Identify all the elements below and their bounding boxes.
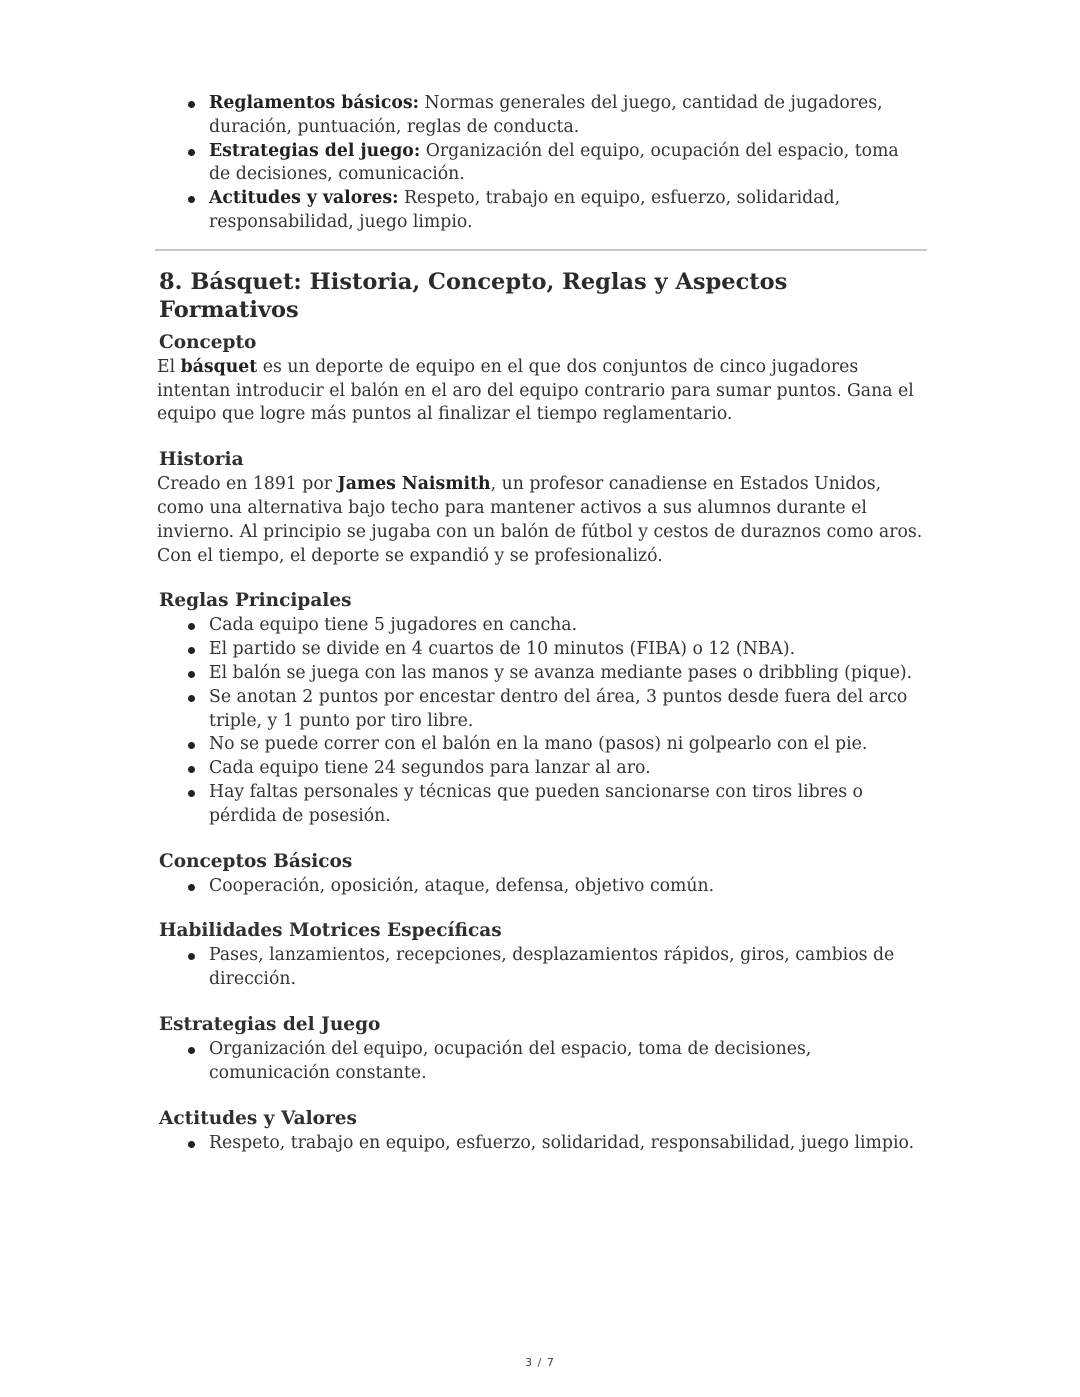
subsection-heading: Actitudes y Valores — [159, 1107, 357, 1129]
estrategias-list — [157, 1038, 925, 1086]
horizontal-divider — [155, 249, 927, 251]
list-item: No se puede correr con el balón en la mano (pasos) ni golpearlo con el pie. — [209, 733, 925, 757]
habilidades-list — [157, 944, 925, 992]
concepto-section — [157, 330, 925, 427]
list-item: Pases, lanzamientos, recepciones, desplazamientos rápidos, giros, cambios de dirección. — [209, 944, 925, 992]
conceptos-list — [157, 875, 925, 899]
list-item: Respeto, trabajo en equipo, esfuerzo, solidaridad, responsabilidad, juego limpio. — [209, 1132, 925, 1156]
historia-paragraph: Creado en 1891 por James Naismith, un profesor canadiense en Estados Unidos, como una alternativa bajo techo para mantener activos a sus alumnos durante el invierno. Al principio se jugaba con un balón de fútbol y cestos de duraznos como aros. Con el tiempo, el deporte se expandió y se profesionalizó. — [157, 474, 923, 566]
habilidades-section — [157, 918, 925, 992]
concepto-paragraph: El básquet es un deporte de equipo en el que dos conjuntos de cinco jugadores intentan introducir el balón en el aro del equipo contrario para sumar puntos. Gana el equipo que logre más puntos al finalizar el tiempo reglamentario. — [157, 356, 914, 425]
estrategias-section — [157, 1012, 925, 1086]
historia-section — [157, 447, 925, 568]
intro-list — [157, 92, 925, 235]
reglas-list — [157, 614, 925, 828]
subsection-heading: Habilidades Motrices Específicas — [159, 920, 502, 942]
actitudes-section — [157, 1106, 925, 1156]
list-item: Hay faltas personales y técnicas que pueden sancionarse con tiros libres o pérdida de posesión. — [209, 781, 925, 829]
subsection-heading: Estrategias del Juego — [159, 1013, 381, 1035]
reglas-section — [157, 588, 925, 828]
list-item: Cooperación, oposición, ataque, defensa, objetivo común. — [209, 875, 925, 899]
subsection-heading: Historia — [159, 449, 244, 471]
list-item: Reglamentos básicos: Normas generales del juego, cantidad de jugadores, duración, puntuación, reglas de conducta. — [209, 92, 925, 140]
list-item: Cada equipo tiene 24 segundos para lanzar al aro. — [209, 757, 925, 781]
list-item: Se anotan 2 puntos por encestar dentro del área, 3 puntos desde fuera del arco triple, y 1 punto por tiro libre. — [209, 686, 925, 734]
list-item: El partido se divide en 4 cuartos de 10 minutos (FIBA) o 12 (NBA). — [209, 638, 925, 662]
subsection-heading: Concepto — [159, 331, 257, 353]
section-title: 8. Básquet: Historia, Concepto, Reglas y Aspectos Formativos — [159, 268, 788, 323]
conceptos-section — [157, 849, 925, 899]
page-number: 3 / 7 — [525, 1356, 555, 1369]
document-page — [157, 90, 925, 1155]
list-item: El balón se juega con las manos y se avanza mediante pases o dribbling (pique). — [209, 662, 925, 686]
list-item: Actitudes y valores: Respeto, trabajo en equipo, esfuerzo, solidaridad, responsabilidad, juego limpio. — [209, 187, 925, 235]
subsection-heading: Conceptos Básicos — [159, 850, 353, 872]
subsection-heading: Reglas Principales — [159, 590, 352, 612]
actitudes-list — [157, 1132, 925, 1156]
list-item: Estrategias del juego: Organización del equipo, ocupación del espacio, toma de decisiones, comunicación. — [209, 140, 925, 188]
list-item: Organización del equipo, ocupación del espacio, toma de decisiones, comunicación constante. — [209, 1038, 925, 1086]
list-item: Cada equipo tiene 5 jugadores en cancha. — [209, 614, 925, 638]
